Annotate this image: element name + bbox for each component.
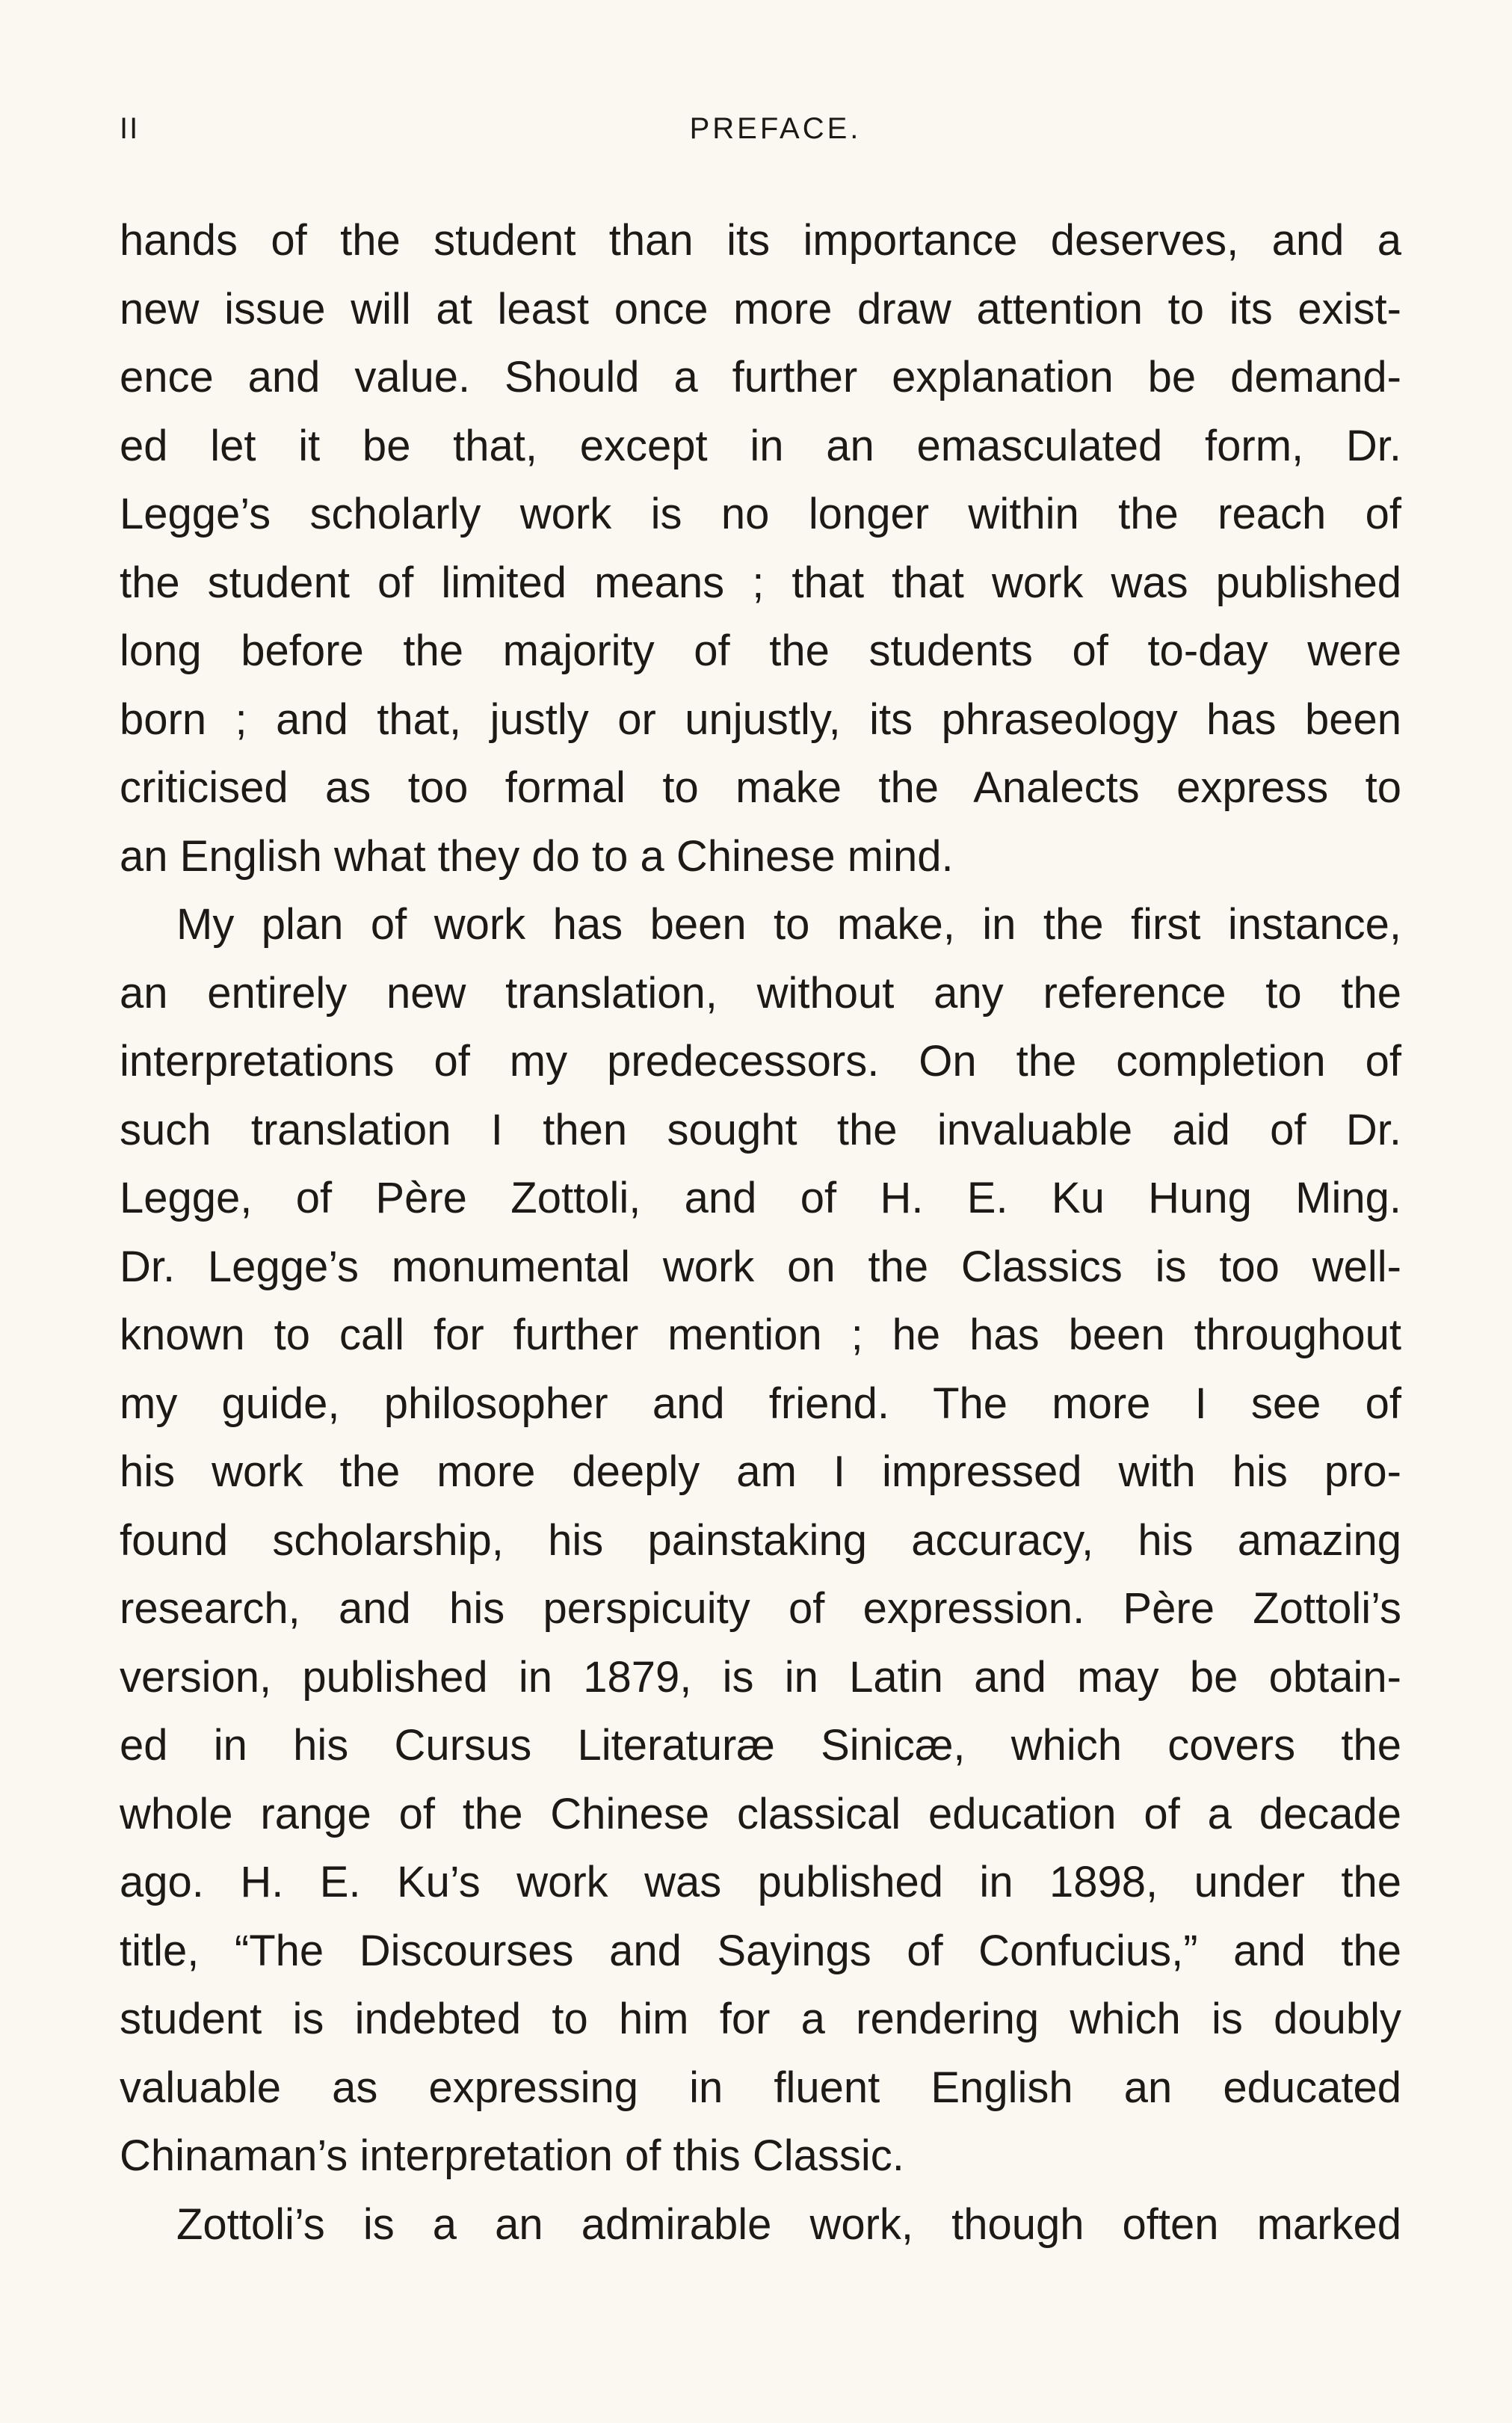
text-line: his work the more deeply am I impressed with his pro- (120, 1447, 1401, 1496)
text-line: ago. H. E. Ku’s work was published in 1898, under the (120, 1858, 1401, 1906)
text-line: found scholarship, his painstaking accuracy, his amazing (120, 1515, 1401, 1565)
text-line: Zottoli’s is a an admirable work, though often marked (176, 2199, 1401, 2249)
text-line: ed let it be that, except in an emasculated form, Dr. (120, 421, 1401, 470)
body-text (120, 206, 1401, 2259)
page-number: II (120, 112, 140, 145)
text-line: hands of the student than its importance deserves, and a (120, 216, 1401, 265)
text-line: such translation I then sought the invaluable aid of Dr. (120, 1105, 1401, 1154)
text-line: the student of limited means ; that that work was published (120, 558, 1401, 607)
text-line: criticised as too formal to make the Analects express to (120, 763, 1401, 812)
text-line: known to call for further mention ; he has been throughout (120, 1311, 1401, 1359)
text-line: an English what they do to a Chinese mind. (120, 831, 954, 881)
text-line: valuable as expressing in fluent English an educated (120, 2063, 1401, 2112)
text-line: long before the majority of the students of to-day were (120, 626, 1401, 675)
text-line: whole range of the Chinese classical education of a decade (120, 1789, 1401, 1838)
text-line: version, published in 1879, is in Latin and may be obtain- (120, 1652, 1401, 1702)
text-line: ed in his Cursus Literaturæ Sinicæ, which covers the (120, 1721, 1401, 1770)
text-line: Legge, of Père Zottoli, and of H. E. Ku Hung Ming. (120, 1174, 1401, 1222)
text-line: research, and his perspicuity of expression. Père Zottoli’s (120, 1584, 1401, 1633)
text-line: student is indebted to him for a rendering which is doubly (120, 1995, 1401, 2043)
text-line: new issue will at least once more draw attention to its exist- (120, 284, 1401, 333)
text-line: an entirely new translation, without any reference to the (120, 968, 1401, 1017)
text-line: born ; and that, justly or unjustly, its phraseology has been (120, 695, 1401, 744)
text-line: title, “The Discourses and Sayings of Confucius,” and the (120, 1926, 1401, 1975)
text-line: my guide, philosopher and friend. The more I see of (120, 1379, 1401, 1428)
running-title: PREFACE. (689, 112, 862, 145)
text-line: ence and value. Should a further explanation be demand- (120, 353, 1401, 401)
page-header (120, 112, 1401, 157)
text-line: Dr. Legge’s monumental work on the Classics is too well- (120, 1242, 1401, 1291)
text-line: interpretations of my predecessors. On the completion of (120, 1037, 1401, 1086)
text-line: Chinaman’s interpretation of this Classic. (120, 2131, 904, 2180)
text-line: Legge’s scholarly work is no longer within the reach of (120, 490, 1401, 538)
text-line: My plan of work has been to make, in the first instance, (176, 900, 1401, 949)
